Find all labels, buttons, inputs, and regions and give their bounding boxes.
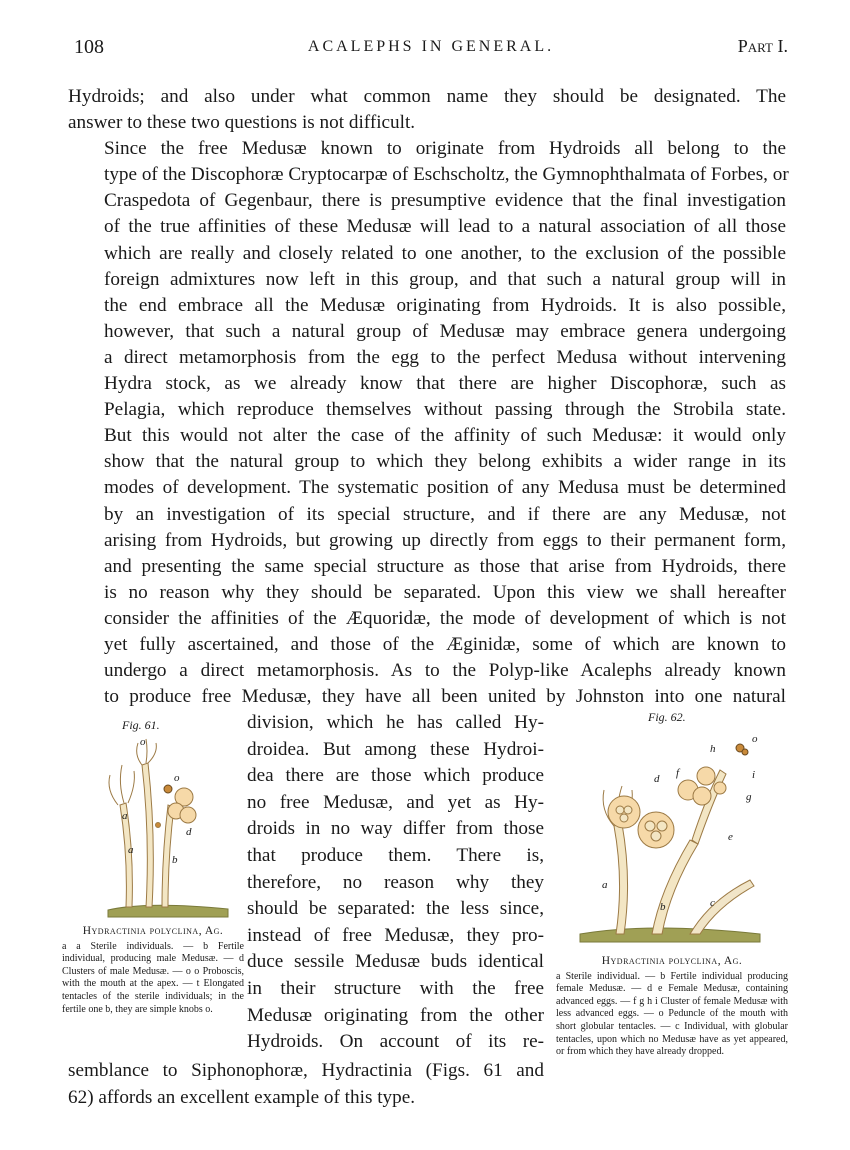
wrapped-text-column <box>247 710 544 1056</box>
text-line: answer to these two questions is not difficult. <box>68 112 416 134</box>
fig61-letter-o-top: o <box>140 736 146 748</box>
text-line: and presenting the same special structure as those that arise from Hydroids, there <box>104 555 786 577</box>
text-line: show that the natural group to which they belong exhibits a wider range in its <box>104 451 786 473</box>
page-number: 108 <box>74 36 104 58</box>
figure-62-caption <box>556 955 788 1059</box>
figure-62-illustration <box>570 730 770 948</box>
text-line: dea there are those which produce <box>247 765 544 787</box>
figure-62-caption-title: Hydractinia polyclina, Ag. <box>601 955 743 967</box>
fig61-letter-b: b <box>172 854 178 866</box>
figure-62-caption-body: a Sterile individual. — b Fertile individual producing female Medusæ. — d e Female Medusæ, containing advanced eggs. — f g h i Cluster of female Medusæ with less advanced eggs. — o Peduncle of the mouth with short globular tentacles. — c Individual, with globular tentacles, upon which no Medusæ have as yet appeared, or from which they have already dropped. <box>556 970 788 1058</box>
figure-61-caption <box>62 925 244 1016</box>
fig62-letter-o: o <box>752 733 758 745</box>
text-line: that produce them. There is, <box>247 844 544 866</box>
text-line: in their structure with the free <box>247 977 544 999</box>
figure-61-illustration <box>88 735 238 920</box>
text-line: Craspedota of Gegenbaur, there is presumptive evidence that the final investigation <box>104 190 786 212</box>
text-line: instead of free Medusæ, they pro- <box>247 924 544 946</box>
text-line: which are really and closely related to one another, to the exclusion of the possible <box>104 242 786 264</box>
text-line: the end embrace all the Medusæ originating from Hydroids. It is also possible, <box>104 294 786 316</box>
fig61-letter-a-upper: a <box>122 810 128 822</box>
fig62-letter-f: f <box>676 767 680 779</box>
figure-61-caption-body: a a Sterile individuals. — b Fertile individual, producing male Medusæ. — d Clusters of male Medusæ. — o o Proboscis, with the mouth at the apex. — t Elongated tentacles of the sterile individuals; in the fertile one b, they are simple knobs o. <box>62 940 244 1015</box>
fig62-letter-i: i <box>752 769 756 781</box>
text-line: droids in no way differ from those <box>247 818 544 840</box>
text-line: should be separated: the less since, <box>247 898 544 920</box>
text-line: semblance to Siphonophoræ, Hydractinia (Figs. 61 and <box>68 1060 544 1081</box>
fig62-letter-c: c <box>710 897 715 909</box>
paragraph-2 <box>68 136 789 710</box>
text-line: a direct metamorphosis from the egg to the perfect Medusa without intervening <box>104 346 786 368</box>
text-line: undergo a direct metamorphosis. As to the Polyp-like Acalephs already known <box>104 660 786 682</box>
text-line: duce sessile Medusæ buds identical <box>247 951 544 973</box>
page-header <box>74 36 788 66</box>
text-line: Medusæ originating from the other <box>247 1004 544 1026</box>
text-line: no free Medusæ, and yet as Hy- <box>247 791 544 813</box>
main-text <box>68 84 789 710</box>
text-line: therefore, no reason why they <box>247 871 544 893</box>
text-line: Since the free Medusæ known to originate from Hydroids all belong to the <box>104 138 786 160</box>
text-line: arising from Hydroids, but growing up directly from eggs to their permanent form, <box>104 529 786 551</box>
running-head: ACALEPHS IN GENERAL. <box>307 38 555 55</box>
text-line: But this would not alter the case of the affinity of such Medusæ: it would only <box>104 425 786 447</box>
text-line: 62) affords an excellent example of this type. <box>68 1086 416 1108</box>
fig62-letter-d: d <box>654 773 660 785</box>
part-label: Part I. <box>737 36 788 56</box>
text-line: however, that such a natural group of Medusæ may embrace genera undergoing <box>104 320 786 342</box>
fig61-letter-a-lower: a <box>128 844 134 856</box>
text-line: consider the affinities of the Æquoridæ, the mode of development of which is not <box>104 607 786 629</box>
closing-text <box>68 1058 544 1111</box>
text-line: yet fully ascertained, and those of the Æginidæ, some of which are known to <box>104 633 786 655</box>
text-line: droidea. But among these Hydroi- <box>247 738 544 760</box>
fig62-letter-b: b <box>660 901 666 913</box>
paragraph-1 <box>68 84 786 136</box>
figure-61-label: Fig. 61. <box>122 718 160 732</box>
text-line: to produce free Medusæ, they have all been united by Johnston into one natural <box>104 686 786 708</box>
text-line: Hydra stock, as we already know that there are higher Discophoræ, such as <box>104 373 786 395</box>
fig62-letter-a: a <box>602 879 608 891</box>
text-line: modes of development. The systematic position of any Medusa must be determined <box>104 477 786 499</box>
figure-61-caption-title: Hydractinia polyclina, Ag. <box>82 925 224 937</box>
fig61-letter-d: d <box>186 826 192 838</box>
text-line: Hydroids. On account of its re- <box>247 1031 544 1053</box>
text-line: Pelagia, which reproduce themselves without passing through the Strobila state. <box>104 399 786 421</box>
text-line: type of the Discophoræ Cryptocarpæ of Eschscholtz, the Gymnophthalmata of Forbes, or <box>104 164 789 186</box>
fig62-letter-h: h <box>710 743 716 755</box>
fig62-letter-g: g <box>746 791 752 803</box>
text-line: Hydroids; and also under what common name they should be designated. The <box>68 86 786 107</box>
fig62-letter-e: e <box>728 831 733 843</box>
text-line: of the true affinities of these Medusæ will lead to a natural association of all those <box>104 216 786 238</box>
text-line: by an investigation of its special structure, and if there are any Medusæ, not <box>104 503 786 525</box>
figure-62-label: Fig. 62. <box>648 710 686 724</box>
text-line: division, which he has called Hy- <box>247 712 544 733</box>
fig61-letter-o: o <box>174 772 180 784</box>
text-line: is no reason why they should be separated. Upon this view we shall hereafter <box>104 581 786 603</box>
text-line: foreign admixtures now left in this group, and that such a natural group will in <box>104 268 786 290</box>
